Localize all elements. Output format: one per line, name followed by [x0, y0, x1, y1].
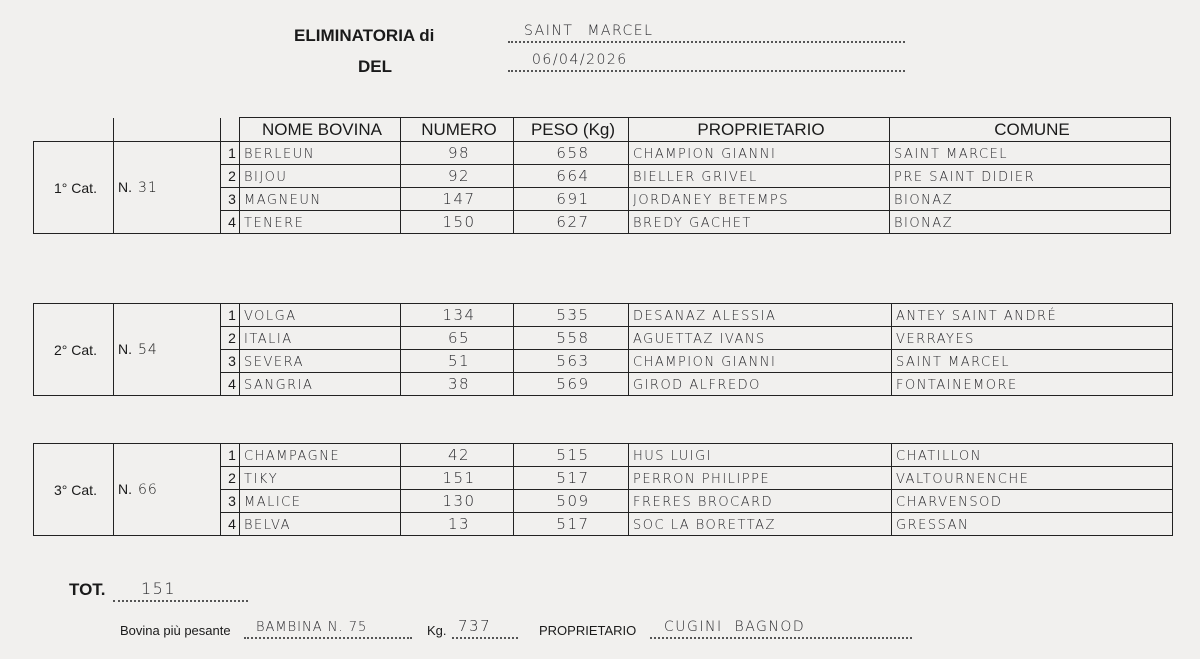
cow-owner: GIROD ALFREDO: [633, 377, 761, 393]
cow-name: TIKY: [244, 471, 279, 487]
tot-field: [113, 580, 248, 602]
col-comune: COMUNE: [890, 118, 1171, 142]
row-index: 3: [221, 188, 240, 211]
cow-owner: BIELLER GRIVEL: [633, 169, 758, 185]
row-index: 1: [221, 142, 240, 165]
cow-owner: DESANAZ ALESSIA: [633, 308, 777, 324]
del-label: DEL: [358, 57, 392, 76]
col-numero: NUMERO: [401, 118, 514, 142]
cow-comune: SAINT MARCEL: [894, 146, 1009, 162]
cow-owner: JORDANEY BETEMPS: [633, 192, 789, 208]
cow-name: TENERE: [244, 215, 305, 231]
cow-comune: CHARVENSOD: [896, 494, 1003, 510]
cow-owner: BREDY GACHET: [633, 215, 752, 231]
cow-number: 98: [447, 144, 471, 162]
table-row: [34, 142, 1171, 165]
cow-number: 13: [447, 515, 471, 533]
cow-owner: FRERES BROCARD: [633, 494, 774, 510]
n-label: N.: [118, 179, 132, 195]
col-peso: PESO (Kg): [514, 118, 629, 142]
cow-weight: 658: [556, 144, 590, 162]
cow-name: BERLEUN: [244, 146, 315, 162]
owner-label: PROPRIETARIO: [539, 623, 637, 638]
cow-owner: CHAMPION GIANNI: [633, 146, 777, 162]
cow-name: BELVA: [244, 517, 291, 533]
cow-comune: FONTAINEMORE: [896, 377, 1018, 393]
cow-owner: PERRON PHILIPPE: [633, 471, 771, 487]
heaviest-label: Bovina più pesante: [120, 623, 231, 638]
cow-number: 42: [447, 446, 471, 464]
row-index: 1: [221, 444, 240, 467]
cow-number: 65: [447, 329, 471, 347]
cow-number: 130: [442, 492, 476, 510]
cow-comune: GRESSAN: [896, 517, 970, 533]
cow-number: 147: [442, 190, 476, 208]
cow-name: BIJOU: [244, 169, 288, 185]
del-value: 06/04/2026: [532, 52, 628, 68]
cow-name: ITALIA: [244, 331, 293, 347]
cow-weight: 517: [556, 469, 590, 487]
cow-weight: 558: [556, 329, 590, 347]
del-field: [508, 50, 905, 72]
cow-number: 151: [442, 469, 476, 487]
row-index: 4: [221, 513, 240, 536]
cow-weight: 517: [556, 515, 590, 533]
kg-label: Kg.: [427, 623, 447, 638]
cow-number: 51: [447, 352, 471, 370]
n-label: N.: [118, 481, 132, 497]
row-index: 3: [221, 490, 240, 513]
cow-weight: 535: [556, 306, 590, 324]
cow-weight: 509: [556, 492, 590, 510]
cow-number: 92: [447, 167, 471, 185]
cow-owner: SOC LA BORETTAZ: [633, 517, 776, 533]
cow-name: SANGRIA: [244, 377, 314, 393]
eliminatoria-value: SAINT MARCEL: [524, 23, 654, 39]
cow-number: 38: [447, 375, 471, 393]
table-row: [34, 304, 1173, 327]
category-label: 1° Cat.: [34, 142, 114, 234]
row-index: 4: [221, 373, 240, 396]
tot-value: 151: [141, 579, 177, 598]
eliminatoria-label: ELIMINATORIA di: [294, 26, 435, 45]
cow-number: 150: [442, 213, 476, 231]
cow-comune: VALTOURNENCHE: [896, 471, 1030, 487]
category-table-1: [33, 117, 1171, 234]
category-count: [114, 444, 221, 536]
row-index: 4: [221, 211, 240, 234]
cow-weight: 515: [556, 446, 590, 464]
cow-comune: BIONAZ: [894, 192, 954, 208]
row-index: 2: [221, 467, 240, 490]
cow-number: 134: [442, 306, 476, 324]
column-header-row: [34, 118, 1171, 142]
owner-value: CUGINI BAGNOD: [664, 619, 806, 635]
tot-label: TOT.: [69, 580, 106, 599]
category-count: [114, 304, 221, 396]
cow-weight: 569: [556, 375, 590, 393]
cow-owner: HUS LUIGI: [633, 448, 713, 464]
n-value: 66: [138, 482, 158, 498]
category-table-3: [33, 443, 1173, 536]
cow-name: SEVERA: [244, 354, 304, 370]
cow-comune: PRE SAINT DIDIER: [894, 169, 1036, 185]
heaviest-value: BAMBINA N. 75: [256, 620, 368, 635]
col-proprietario: PROPRIETARIO: [629, 118, 890, 142]
n-value: 54: [138, 342, 158, 358]
owner-field: [650, 617, 912, 639]
cow-name: CHAMPAGNE: [244, 448, 341, 464]
cow-comune: CHATILLON: [896, 448, 982, 464]
table-row: [34, 444, 1173, 467]
cow-owner: AGUETTAZ IVANS: [633, 331, 766, 347]
category-label: 2° Cat.: [34, 304, 114, 396]
kg-value: 737: [458, 617, 492, 635]
row-index: 1: [221, 304, 240, 327]
category-count: [114, 142, 221, 234]
n-value: 31: [138, 180, 158, 196]
kg-field: [452, 617, 518, 639]
cow-name: VOLGA: [244, 308, 297, 324]
cow-comune: ANTEY SAINT ANDRÉ: [896, 308, 1058, 324]
col-nome-bovina: NOME BOVINA: [240, 118, 401, 142]
n-label: N.: [118, 341, 132, 357]
category-label: 3° Cat.: [34, 444, 114, 536]
row-index: 2: [221, 327, 240, 350]
cow-name: MALICE: [244, 494, 302, 510]
row-index: 3: [221, 350, 240, 373]
cow-weight: 563: [556, 352, 590, 370]
cow-comune: VERRAYES: [896, 331, 975, 347]
eliminatoria-field: [508, 21, 905, 43]
cow-owner: CHAMPION GIANNI: [633, 354, 777, 370]
row-index: 2: [221, 165, 240, 188]
cow-name: MAGNEUN: [244, 192, 322, 208]
cow-weight: 664: [556, 167, 590, 185]
cow-weight: 627: [556, 213, 590, 231]
heaviest-field: [244, 617, 412, 639]
cow-weight: 691: [556, 190, 590, 208]
cow-comune: SAINT MARCEL: [896, 354, 1011, 370]
category-table-2: [33, 303, 1173, 396]
cow-comune: BIONAZ: [894, 215, 954, 231]
